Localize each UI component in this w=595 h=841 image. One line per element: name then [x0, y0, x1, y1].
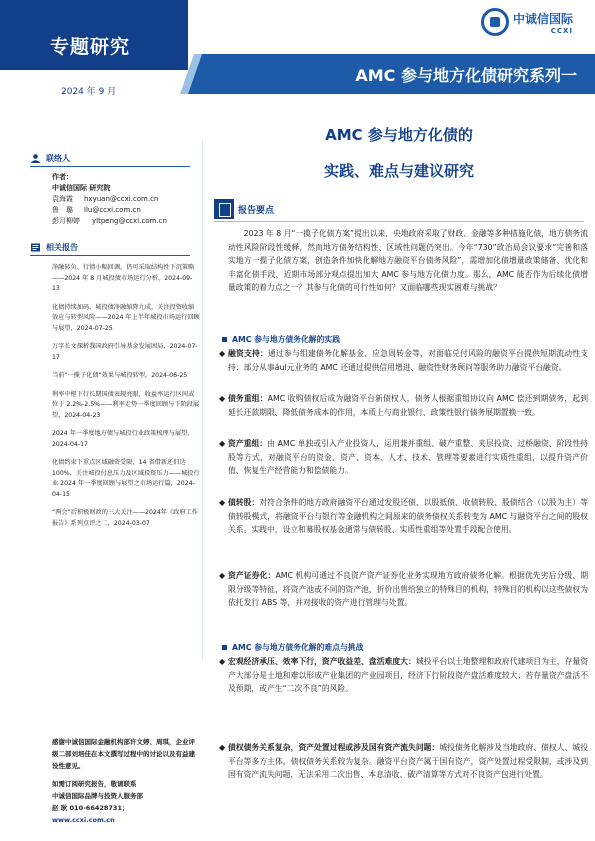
related-report-date: 2024-07-25 [76, 324, 113, 332]
author-row [52, 194, 167, 205]
related-report-date: 2024-09-13 [52, 274, 193, 292]
author-org: 中诚信国际 研究院 [52, 184, 111, 192]
related-report-item[interactable] [52, 303, 200, 335]
bullet-heading: 债权债务关系复杂，资产处置过程或涉及国有资产流失问题： [228, 743, 440, 752]
summary-bullet [219, 655, 589, 696]
summary-bullet [219, 392, 589, 419]
report-type: 专题研究 [50, 36, 131, 58]
author-row [52, 216, 167, 227]
report-date: 2024 年 9 月 [61, 87, 117, 97]
square-bullet-icon [222, 337, 227, 342]
summary-label: 报告要点 [238, 205, 275, 216]
author-row [52, 205, 167, 216]
related-label-text: 相关报告 [46, 243, 78, 252]
bullet-text: AMC 机构可通过不良资产资产证券化业务实现地方政府债务化解。根据优先劣后分级、期限分级等特征，将资产池或不同的资产池，折价出售给独立的特殊目的机构，特殊目的机构以这些债权为依托发行 ABS 等，并对接收的资产进行管理与处置。 [228, 571, 589, 607]
section-heading-text: AMC 参与地方债务化解的难点与挑战 [232, 643, 364, 652]
related-report-date: 2024-04-17 [52, 440, 88, 448]
related-report-title: 净融转负、行情小幅回调，仍可采取结构性下沉策略——2024 年 8 月城投债市场运行分析， [52, 264, 195, 282]
diamond-bullet-icon: ◆ [219, 439, 226, 448]
author-name: 鲁 璐 [52, 206, 73, 214]
section-heading-challenges [222, 642, 363, 653]
diamond-bullet-icon: ◆ [219, 571, 226, 580]
subscribe-info [52, 778, 200, 826]
related-report-item[interactable] [52, 342, 200, 363]
related-report-title: 万字长文探析我国政府引导基金发展困局， [52, 343, 170, 350]
related-report-item[interactable] [52, 390, 200, 422]
related-report-item[interactable] [52, 429, 200, 450]
author-name: 彭月柳婷 [52, 217, 80, 225]
diamond-bullet-icon: ◆ [219, 349, 226, 358]
diamond-bullet-icon: ◆ [219, 394, 226, 403]
bullet-heading: 资产证券化： [228, 571, 276, 580]
bullet-heading: 宏观经济承压、效率下行，资产收益差、盘活难度大： [228, 657, 416, 666]
author-email[interactable]: yltpeng@ccxi.com.cn [92, 217, 167, 225]
related-report-title: “两会”后积极财政的三大关注——2024年《政府工作报告》系列点评之二， [52, 509, 198, 527]
section-heading-practice [222, 334, 340, 345]
bullet-heading: 债务重组： [228, 394, 268, 403]
acknowledgement-note: 感谢中诚信国际金融机构部许文婷、周琪，企业评级二部刘培佳在本文撰写过程中的讨论以及有益建设性意见。 [52, 738, 195, 770]
summary-divider [214, 221, 584, 222]
related-report-date: 2024-04-23 [64, 411, 101, 419]
document-icon [30, 243, 41, 252]
author-email[interactable]: hxyuan@ccxi.com.cn [84, 195, 159, 203]
author-block [52, 172, 167, 227]
related-report-item[interactable] [52, 458, 200, 500]
bullet-text: 对符合条件的地方政府融资平台通过发股还债、以股抵债、收债转股、股债结合（以股为主）等债转股模式，将融资平台与银行等金融机构之间原来的债务债权关系转变为 AMC 与融资平台之间的股权关系。实践中，设立和募股权基金通常与债转股、实质性重组等处置手段配合使用。 [228, 498, 589, 534]
page-title-line-1: AMC 参与地方化债的 [325, 126, 473, 144]
summary-bullet [219, 741, 589, 782]
related-report-item[interactable] [52, 263, 200, 295]
square-bullet-icon [222, 645, 227, 650]
related-section-label [30, 242, 78, 253]
related-report-title: 利率中枢下行长期国债表现亮眼，收益率运行区间或位于 2.2%-2.5%——利率走势一季度回顾与下阶段展望， [52, 390, 200, 419]
column-divider [202, 140, 203, 660]
bullet-heading: 债转股： [228, 498, 260, 507]
bullet-heading: 融资支持： [228, 349, 269, 358]
diamond-bullet-icon: ◆ [219, 498, 226, 507]
subscribe-line-2: 中诚信国际品牌与投资人服务部 [52, 792, 143, 800]
person-icon [30, 154, 41, 163]
logo-icon [481, 8, 509, 36]
company-logo [481, 8, 573, 36]
related-report-title: 化债约束下重点区域融资受限，14 省借新还旧达 100%，关注城投付息压力及区域投资压力——城投行业 2024 年一季度回顾与展望之市场运行篇， [52, 459, 200, 487]
diamond-bullet-icon: ◆ [219, 657, 226, 666]
summary-intro: 2023 年 8 月“一揽子化债方案”提出以来，央地政府采取了财政、金融等多种措施化债，地方债务流动性风险阶段性缓释，然而地方债务结构性、区域性问题仍突出。今年“730”政治局会议要求“完善和落实地方一揽子化债方案，创造条件加快化解地方融资平台债务风险”，需增加化债增量政策储备、优化和丰富化债手段，近期市场部分观点提出加大 AMC 参与地方化债力度。那么，AMC 能否作为后续化债增量政策的着力点之一？其参与化债的可行性如何？又面临哪些现实困难与挑战？ [228, 229, 588, 292]
contact-section-label [30, 153, 70, 164]
related-report-title: 当前“一揽子化债”效果与城投转型， [52, 372, 152, 379]
page-title-line-2: 实践、难点与建议研究 [323, 162, 474, 180]
section-heading-text: AMC 参与地方债务化解的实践 [232, 335, 340, 344]
series-title: AMC 参与地方化债研究系列一 [355, 66, 577, 85]
related-report-item[interactable] [52, 371, 200, 382]
bullet-heading: 资产重组： [228, 439, 268, 448]
summary-bullet [219, 496, 589, 537]
related-report-item[interactable] [52, 508, 200, 529]
bullet-text: 由 AMC 单独或引入产业投资人，运用兼并重组、破产重整、夹层投资、过桥融资、阶段性持股等方式，对融资平台的资金、资产、资本、人才、技术、管理等要素进行实质性重组，以提升资产价值、恢复生产经营能力和偿债能力。 [228, 439, 588, 475]
contact-divider [30, 166, 190, 167]
related-report-date: 2024-07-17 [52, 343, 198, 361]
subscribe-website-link[interactable]: www.ccxi.com.cn [52, 816, 115, 824]
author-email[interactable]: llu@ccxi.com.cn [84, 206, 141, 214]
subscribe-phone: 赵 耿 010-66428731； [52, 804, 129, 812]
related-report-title: 2024 年一季度地方债与城投行业政策梳理与展望， [52, 430, 194, 437]
bullet-text: 城投债务化解涉及当地政府、债权人、城投平台等多方主体，债权债务关系较为复杂。融资平台资产属于国有资产，资产处置过程受限制，或涉及到国有资产流失问题，无法采用二次出售、本息清收、破产清算等方式对不良资产包进行处置。 [228, 743, 589, 779]
related-report-list [52, 263, 200, 537]
summary-bullet [219, 347, 589, 374]
related-report-date: 2024-06-25 [151, 372, 188, 379]
logo-text-cn: 中诚信国际 [512, 11, 573, 26]
author-name: 袁海霞 [52, 195, 73, 203]
summary-heading [214, 199, 274, 219]
contact-label-text: 联络人 [46, 154, 70, 163]
related-report-date: 2024-03-07 [113, 519, 150, 527]
author-label: 作者： [52, 173, 73, 181]
bullet-text: 通过参与组建债务化解基金、应急周转金等，对面临兑付风险的融资平台提供短期流动性支持；部分从事ául元业务的 AMC 还通过提供信用增进、融资性财务顾问等服务助力融资平台融资。 [228, 349, 589, 372]
bullet-text: 城投平台以土地整理和政府代建项目为主，存量资产大部分是土地和难以形成产业集团的产业园项目，经济下行阶段资产盘活难度较大；若存量资产盘活不及预期，或产生“二次不良”的风险。 [228, 657, 589, 693]
summary-icon [214, 199, 234, 219]
related-report-date: 2024-04-15 [52, 480, 195, 498]
subscribe-line-1: 如需订阅研究报告，敬请联系 [52, 780, 137, 788]
summary-bullet [219, 437, 588, 478]
header [0, 0, 595, 120]
logo-text-en: CCXI [550, 26, 573, 35]
bullet-text: AMC 收购债权后成为融资平台新债权人，债务人根据重组协议向 AMC 偿还到期债务，起到延长还款期限、降低债务成本的作用，本质上与商业银行、政策性银行债务展期置换一致。 [228, 394, 589, 417]
related-divider [30, 255, 190, 256]
related-report-title: 化债持续加码、城投债净融缩降九成，关注投资收缩效应与转型风险——2024 年上半年城投市场运行回顾与展望， [52, 303, 200, 332]
summary-bullet [219, 569, 589, 610]
diamond-bullet-icon: ◆ [219, 743, 226, 752]
